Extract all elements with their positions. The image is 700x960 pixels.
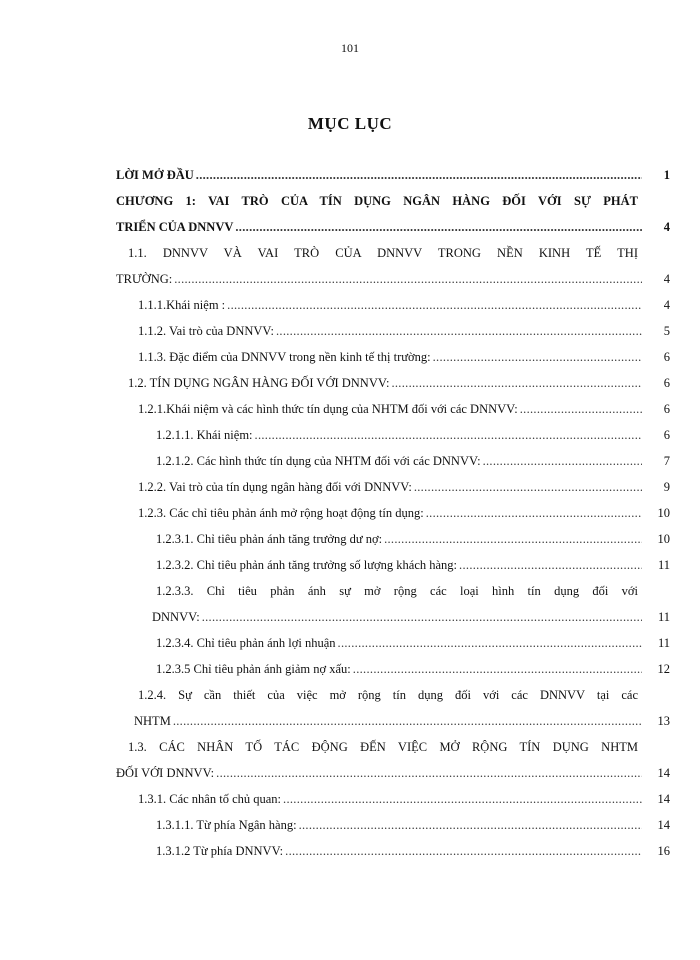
toc-entry-label: 1.1. DNNVV VÀ VAI TRÒ CỦA DNNVV TRONG NỀN KINH TẾ THỊ bbox=[128, 246, 638, 260]
toc-entry[interactable] bbox=[116, 812, 670, 838]
toc-entry-label: CHƯƠNG 1: VAI TRÒ CỦA TÍN DỤNG NGÂN HÀNG ĐỐI VỚI SỰ PHÁT bbox=[116, 194, 638, 208]
toc-entry[interactable] bbox=[116, 344, 670, 370]
toc-leader-dots bbox=[391, 370, 642, 396]
toc-leader-dots bbox=[285, 838, 642, 864]
toc-entry[interactable] bbox=[116, 552, 670, 578]
toc-page-number: 1 bbox=[663, 168, 670, 182]
toc-leader-dots bbox=[459, 552, 642, 578]
toc-leader-dots bbox=[196, 162, 642, 188]
toc-entry-label: NHTM bbox=[134, 714, 171, 728]
toc-leader-dots bbox=[173, 708, 642, 734]
toc-entry[interactable] bbox=[116, 604, 670, 630]
toc-entry[interactable] bbox=[116, 838, 670, 864]
toc-entry-text bbox=[116, 734, 670, 760]
toc-entry-label: 1.3.1.1. Từ phía Ngân hàng: bbox=[156, 818, 297, 832]
toc-entry-text bbox=[116, 240, 670, 266]
toc-entry-label: 1.2.1.2. Các hình thức tín dụng của NHTM đối với các DNNVV: bbox=[156, 454, 481, 468]
toc-page-number: 12 bbox=[657, 662, 670, 676]
toc-entry-label: 1.2.3. Các chỉ tiêu phản ánh mở rộng hoạt động tín dụng: bbox=[138, 506, 424, 520]
toc-entry[interactable] bbox=[116, 396, 670, 422]
toc-entry[interactable] bbox=[116, 474, 670, 500]
toc-leader-dots bbox=[202, 604, 642, 630]
toc-entry[interactable] bbox=[116, 760, 670, 786]
toc-page-number: 6 bbox=[663, 402, 670, 416]
toc-entry-label: 1.1.2. Vai trò của DNNVV: bbox=[138, 324, 274, 338]
toc-leader-dots bbox=[299, 812, 642, 838]
toc-page-number: 16 bbox=[657, 844, 670, 858]
toc-entry-label: 1.2.3.3. Chỉ tiêu phản ánh sự mở rộng các loại hình tín dụng đối với bbox=[156, 584, 638, 598]
toc-entry-text bbox=[116, 578, 670, 604]
toc-leader-dots bbox=[283, 786, 642, 812]
toc-entry[interactable] bbox=[116, 292, 670, 318]
toc-entry[interactable] bbox=[116, 656, 670, 682]
toc-leader-dots bbox=[414, 474, 642, 500]
toc-page-number: 10 bbox=[657, 506, 670, 520]
toc-entry-label: DNNVV: bbox=[152, 610, 200, 624]
toc-leader-dots bbox=[433, 344, 642, 370]
toc-leader-dots bbox=[353, 656, 642, 682]
toc-entry-label: 1.2.3.1. Chỉ tiêu phản ánh tăng trưởng dư nợ: bbox=[156, 532, 383, 546]
toc-leader-dots bbox=[520, 396, 642, 422]
toc-page-number: 11 bbox=[657, 636, 670, 650]
toc-leader-dots bbox=[338, 630, 642, 656]
toc-leader-dots bbox=[227, 292, 642, 318]
toc-leader-dots bbox=[216, 760, 642, 786]
toc-page-number: 4 bbox=[663, 220, 670, 234]
toc-page-number: 14 bbox=[657, 766, 670, 780]
toc-page-number: 4 bbox=[663, 298, 670, 312]
toc-entry[interactable] bbox=[116, 708, 670, 734]
page-number: 101 bbox=[341, 41, 359, 55]
toc-entry[interactable] bbox=[116, 448, 670, 474]
toc-entry-label: 1.2.1.1. Khái niệm: bbox=[156, 428, 253, 442]
toc-entry-label: TRIỂN CỦA DNNVV bbox=[116, 220, 234, 234]
toc-page-number: 9 bbox=[663, 480, 670, 494]
toc-entry-label: 1.2.4. Sự cần thiết của việc mở rộng tín dụng đối với các DNNVV tại các bbox=[138, 688, 638, 702]
toc-leader-dots bbox=[426, 500, 642, 526]
toc-entry-label: 1.3.1. Các nhân tố chủ quan: bbox=[138, 792, 282, 806]
toc-entry-text bbox=[116, 188, 670, 214]
page-title: MỤC LỤC bbox=[307, 114, 393, 133]
toc-entry[interactable] bbox=[116, 370, 670, 396]
toc-leader-dots bbox=[174, 266, 642, 292]
toc-page-number: 14 bbox=[657, 792, 670, 806]
toc-page-number: 6 bbox=[663, 376, 670, 390]
toc-page-number: 14 bbox=[657, 818, 670, 832]
toc-entry-label: LỜI MỞ ĐẦU bbox=[116, 168, 194, 182]
toc-entry-label: 1.3. CÁC NHÂN TỐ TÁC ĐỘNG ĐẾN VIỆC MỞ RỘNG TÍN DỤNG NHTM bbox=[128, 740, 638, 754]
toc-entry[interactable] bbox=[116, 630, 670, 656]
toc-entry[interactable] bbox=[116, 162, 670, 188]
toc-leader-dots bbox=[255, 422, 642, 448]
toc-entry-label: 1.2.1.Khái niệm và các hình thức tín dụng của NHTM đối với các DNNVV: bbox=[138, 402, 518, 416]
toc-entry[interactable] bbox=[116, 266, 670, 292]
toc-page-number: 11 bbox=[657, 558, 670, 572]
toc-page-number: 6 bbox=[663, 428, 670, 442]
table-of-contents bbox=[116, 162, 670, 864]
toc-entry-label: 1.1.3. Đặc điểm của DNNVV trong nền kinh tế thị trường: bbox=[138, 350, 431, 364]
toc-page-number: 7 bbox=[663, 454, 670, 468]
toc-entry[interactable] bbox=[116, 318, 670, 344]
toc-entry[interactable] bbox=[116, 500, 670, 526]
toc-entry[interactable] bbox=[116, 422, 670, 448]
toc-entry-label: 1.2.3.5 Chỉ tiêu phản ánh giảm nợ xấu: bbox=[156, 662, 351, 676]
toc-page-number: 5 bbox=[663, 324, 670, 338]
toc-entry-label: 1.3.1.2 Từ phía DNNVV: bbox=[156, 844, 284, 858]
toc-page-number: 10 bbox=[657, 532, 670, 546]
toc-page-number: 6 bbox=[663, 350, 670, 364]
toc-leader-dots bbox=[483, 448, 642, 474]
toc-page-number: 11 bbox=[657, 610, 670, 624]
toc-entry[interactable] bbox=[116, 786, 670, 812]
toc-entry[interactable] bbox=[116, 214, 670, 240]
toc-entry-label: 1.2.2. Vai trò của tín dụng ngân hàng đối với DNNVV: bbox=[138, 480, 412, 494]
toc-entry-label: ĐỐI VỚI DNNVV: bbox=[116, 766, 215, 780]
toc-entry-label: 1.2.3.2. Chỉ tiêu phản ánh tăng trưởng số lượng khách hàng: bbox=[156, 558, 458, 572]
toc-page-number: 4 bbox=[663, 272, 670, 286]
toc-leader-dots bbox=[384, 526, 642, 552]
toc-entry-text bbox=[116, 682, 670, 708]
toc-entry-label: 1.1.1.Khái niệm : bbox=[138, 298, 226, 312]
toc-entry-label: TRƯỜNG: bbox=[116, 272, 173, 286]
toc-leader-dots bbox=[235, 214, 642, 240]
toc-leader-dots bbox=[276, 318, 642, 344]
toc-entry[interactable] bbox=[116, 526, 670, 552]
toc-entry-label: 1.2. TÍN DỤNG NGÂN HÀNG ĐỐI VỚI DNNVV: bbox=[128, 376, 390, 390]
toc-page-number: 13 bbox=[657, 714, 670, 728]
toc-entry-label: 1.2.3.4. Chỉ tiêu phản ánh lợi nhuận bbox=[156, 636, 336, 650]
